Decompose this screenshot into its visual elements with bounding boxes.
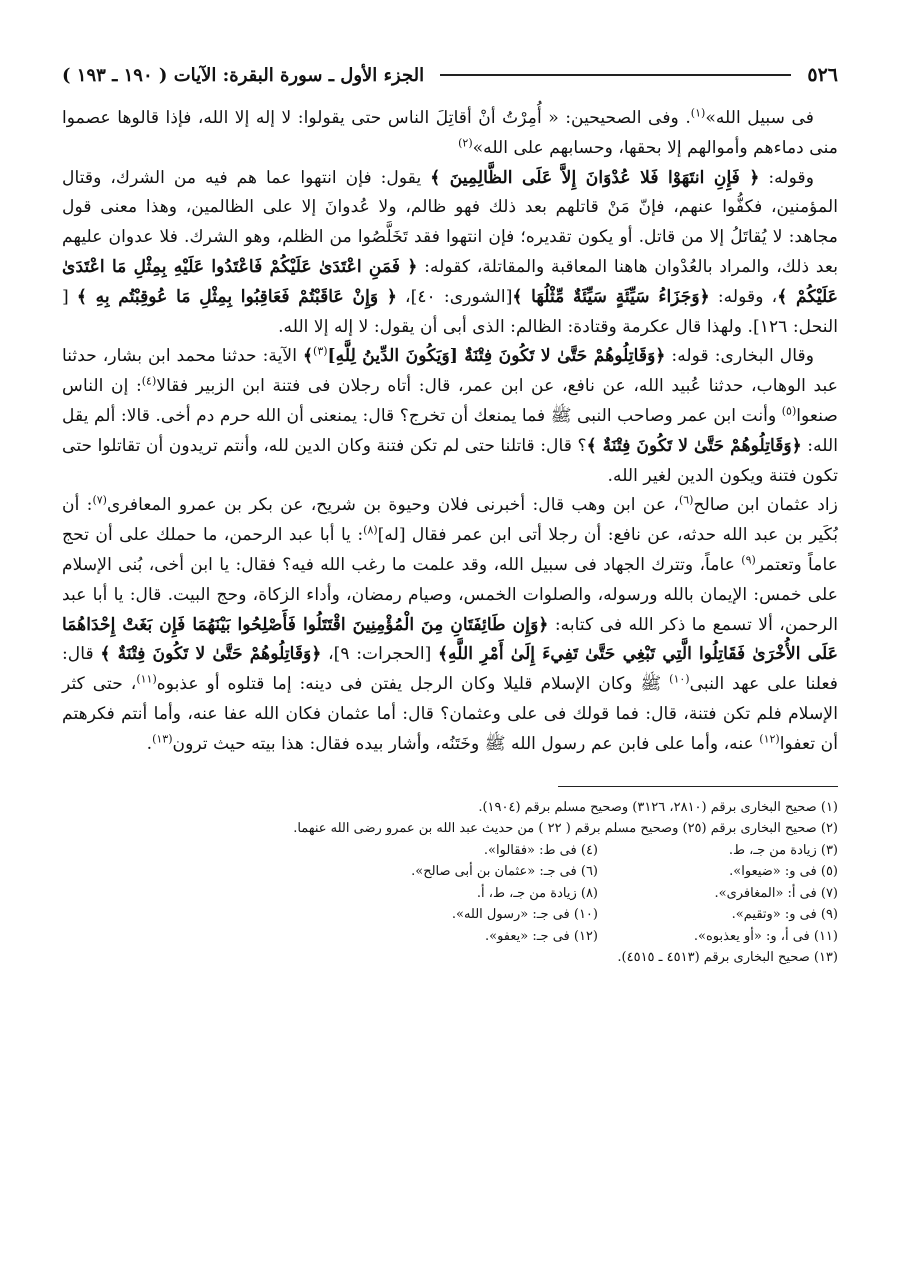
text-run: : إن الناس صنعوا	[62, 376, 838, 426]
quran-quote: ﴿ فَإِنِ انتَهَوْا فَلا عُدْوَانَ إِلاَّ عَلَى الظَّالِمِينَ ﴾	[430, 167, 760, 188]
footnote-ref: (١١)	[136, 672, 157, 686]
footnote-ref: (٦)	[678, 493, 694, 507]
footnote-13: (١٣) صحيح البخارى برقم (٤٥١٣ ـ ٤٥١٥).	[617, 950, 838, 966]
paragraph	[62, 164, 838, 343]
footnote-11: (١١) فى أ، و: «أو يعذبوه».	[693, 928, 838, 944]
text-run: : أن بُكَير بن عبد الله حدثه، عن نافع: أن رجلا أتى ابن عمر فقال [له]	[62, 495, 839, 546]
footnote-row	[62, 904, 838, 926]
text-run: ، عن ابن وهب قال: أخبرنى فلان وحيوة بن شريح، عن بكر بن عمرو المعافرى	[106, 495, 679, 516]
text-run: [الشورى: ٤٠]،	[396, 286, 513, 307]
main-text	[62, 104, 838, 760]
footnote-ref: (١٣)	[152, 732, 173, 745]
text-run: الآية: حدثنا محمد ابن بشار، حدثنا عبد الوهاب، حدثنا عُبيد الله، عن نافع، عن ابن عمر، قال: أتاه رجلان فى فتنة ابن الزبير فقالا	[62, 346, 838, 397]
text-run: وأنت ابن عمر وصاحب النبى ﷺ فما يمنعك أن تخرج؟ قال: يمنعنى أن الله حرم دم أخى. قالا: ألم يقل الله:	[62, 405, 838, 456]
text-run: [الحجرات: ٩]،	[321, 644, 438, 665]
text-run: . وفى الصحيحين: « أُمِرْتُ أنْ أقاتِلَ الناس حتى يقولوا: لا إله إلا الله، فإذا قالوها عصموا منى دماءهم وأموالهم إلا بحقها، وحسابهم على الله»	[62, 108, 838, 158]
footnote-ref: (٢)	[458, 136, 473, 150]
footnote-10: (١٠) فى جـ: «رسول الله».	[451, 907, 598, 923]
text-run: ؟ قال: قاتلنا حتى لم تكن فتنة وكان الدين لله، وأنتم تريدون أن تقاتلوا حتى تكون فتنة ويكون الدين لغير الله.	[62, 435, 838, 486]
running-header	[62, 60, 838, 90]
text-run: زاد عثمان ابن صالح	[693, 495, 838, 516]
quran-quote: ﴿وَإِن طَائِفَتَانِ مِنَ الْمُؤْمِنِينَ اقْتَتَلُوا فَأَصْلِحُوا بَيْنَهُمَا فَإِن بَغَتْ إِحْدَاهُمَا عَلَى الأُخْرَىٰ فَقَاتِلُوا الَّتِي تَبْغِي حَتَّىٰ تَفِيءَ إِلَىٰ أَمْرِ اللَّهِ﴾	[62, 614, 838, 665]
footnote-12: (١٢) فى جـ: «يعفو».	[484, 928, 598, 944]
footnote-row	[62, 840, 838, 862]
running-title: الجزء الأول ـ سورة البقرة: الآيات ( ١٩٠ ـ ١٩٣ )	[62, 64, 425, 86]
footnote-4: (٤) فى ط: «فقالوا».	[483, 842, 598, 858]
paragraph	[62, 104, 838, 164]
header-rule	[440, 74, 791, 76]
footnote-row	[62, 883, 838, 905]
text-run: يقول: فإن انتهوا عما هم فيه من الشرك، وقتال المؤمنين، فكفُّوا عنهم، فإنّ مَنْ قاتلهم بعد ذلك فهو ظالم، ولا عُدوانَ إلا على الظالمين، وهذا معنى قول مجاهد: لا يُقاتَلُ إلا من قاتل. أو يكون تقديره؛ فإن انتهوا فقد تَخَلَّصُوا من الظلم، وهو الشرك. فلا عدوان عليهم بعد ذلك، والمراد بالعُدْوان هاهنا المعاقبة والمقاتلة، كقوله:	[62, 167, 838, 277]
text-run: عاماً، وتترك الجهاد فى سبيل الله، وقد علمت ما رغب الله فيه؟ فقال: يا ابن أخى، بُنى الإسلام على خمس: الإيمان بالله ورسوله، والصلوات الخمس، وصيام رمضان، وأداء الزكاة، وحج البيت. قال: يا أبا عبد الرحمن، ألا تسمع ما ذكر الله فى كتابه:	[62, 554, 838, 635]
page-number: ٥٢٦	[807, 64, 838, 86]
footnote-row	[62, 861, 838, 883]
quran-quote: ﴾	[302, 346, 314, 367]
paragraph	[62, 342, 838, 491]
text-run: فى سبيل الله»	[705, 108, 814, 128]
text-run: ، حتى كثر الإسلام فلم تكن فتنة، قال: فما قولك فى على وعثمان؟ قال: أما عثمان فكان الله عفا عنه، وأما أنتم فكرهتم أن تعفوا	[62, 674, 838, 754]
footnote-8: (٨) زيادة من جـ، ط، أ.	[476, 885, 598, 901]
footnote-ref: (٤)	[141, 374, 157, 388]
footnote-1: (١) صحيح البخارى برقم (٢٨١٠، ٣١٢٦) وصحيح مسلم برقم (١٩٠٤).	[478, 799, 838, 815]
quran-quote: ﴿ وَإِنْ عَاقَبْتُمْ فَعَاقِبُوا بِمِثْلِ مَا عُوقِبْتُم بِهِ ﴾	[76, 286, 397, 307]
text-run: : يا أبا عبد الرحمن، ما حملك على أن تحج عاماً وتعتمر	[62, 525, 838, 575]
paragraph	[62, 491, 838, 759]
text-run: وقال البخارى: قوله:	[665, 346, 814, 367]
text-run: وقوله:	[759, 167, 814, 188]
quran-quote: ﴿وَجَزَاءُ سَيِّئَةٍ سَيِّئَةٌ مِّثْلُهَا ﴾	[512, 286, 710, 307]
footnote-row	[62, 926, 838, 948]
text-run: عنه، وأما على فابن عم رسول الله ﷺ وخَتَنُه، وأشار بيده فقال: هذا بيته حيث ترون	[172, 733, 760, 754]
quran-quote: ﴿وَقَاتِلُوهُمْ حَتَّىٰ لا تَكُونَ فِتْنَةٌ ﴾	[586, 435, 802, 456]
footnote-ref: (١٢)	[759, 732, 780, 745]
text-run: قال: فعلنا على عهد النبى	[62, 644, 839, 695]
text-run: ﷺ وكان الإسلام قليلا وكان الرجل يفتن فى دينه: إما قتلوه أو عذبوه	[156, 674, 670, 695]
quran-quote: ﴿ فَمَنِ اعْتَدَىٰ عَلَيْكُمْ فَاعْتَدُوا عَلَيْهِ بِمِثْلِ مَا اعْتَدَىٰ عَلَيْكُمْ ﴾	[62, 256, 839, 307]
footnote-ref: (١)	[690, 106, 706, 120]
text-run: .	[146, 733, 153, 754]
footnote-ref: (١٠)	[669, 672, 690, 686]
footnote-7: (٧) فى أ: «المغافرى».	[714, 885, 838, 901]
footnote-5: (٥) فى و: «ضيعوا».	[729, 864, 838, 880]
footnote-3: (٣) زيادة من جـ، ط.	[728, 842, 838, 858]
footnote-9: (٩) فى و: «وتقيم».	[731, 907, 838, 923]
footnote-ref: (٨)	[363, 523, 378, 537]
footnote-ref: (٩)	[741, 553, 756, 567]
quran-quote: ﴿وَقَاتِلُوهُمْ حَتَّىٰ لا تَكُونَ فِتْنَةٌ ﴾	[100, 644, 322, 665]
footnote-ref: (٣)	[313, 344, 328, 358]
footnote-separator	[558, 786, 838, 787]
footnote-2: (٢) صحيح البخارى برقم (٢٥) وصحيح مسلم برقم ( ٢٢ ) من حديث عبد الله بن عمرو رضى الله عنهما.	[293, 821, 838, 837]
footnote-ref: (٥)	[781, 404, 797, 418]
footnote-6: (٦) فى جـ: «عثمان بن أبى صالح».	[411, 864, 598, 880]
text-run: [ النحل: ١٢٦]. ولهذا قال عكرمة وقتادة: الظالم: الذى أبى أن يقول: لا إله إلا الله.	[62, 286, 838, 337]
text-run: ، وقوله:	[709, 286, 778, 307]
quran-quote: ﴿وَقَاتِلُوهُمْ حَتَّىٰ لا تَكُونَ فِتْنَةٌ [وَيَكُونَ الدِّينُ لِلَّهِ]	[327, 346, 666, 367]
footnotes	[62, 797, 838, 969]
footnote-ref: (٧)	[92, 493, 107, 507]
